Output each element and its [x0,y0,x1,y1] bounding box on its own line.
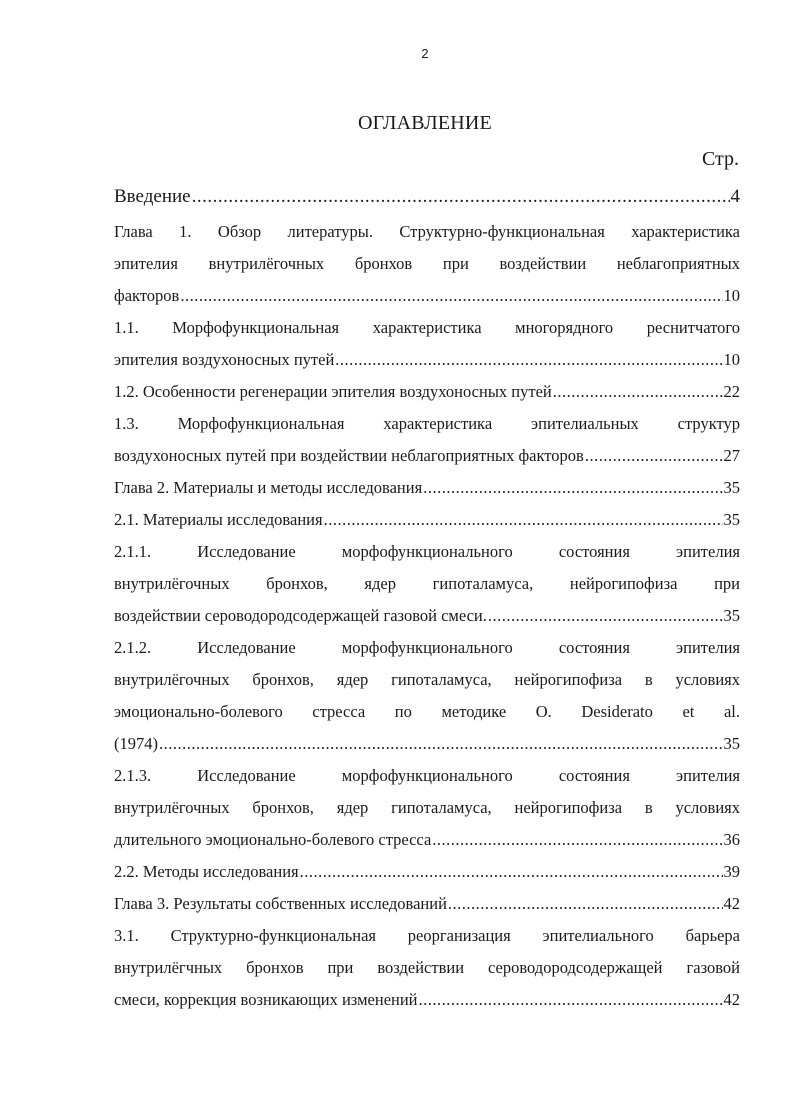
dot-leader [553,376,723,408]
dot-leader [300,856,723,888]
dot-leader [192,180,730,214]
toc-entry-1-3[interactable] [114,408,740,472]
toc-entry-line: внутрилёгочных бронхов, ядер гипоталамуса, нейрогипофиза при [114,574,740,593]
toc-entry-text: 2.2. Методы исследования [114,862,299,881]
toc-entry-line: внутрилёгочных бронхов, ядер гипоталамуса, нейрогипофиза в условиях [114,670,740,689]
dot-leader [448,888,723,920]
toc-entry-text: смеси, коррекция возникающих изменений [114,990,418,1009]
toc-page-number: 36 [723,830,740,849]
toc-entry-line: 3.1. Структурно-функциональная реорганизация эпителиального барьера [114,926,740,945]
toc-entry-text: воздействии сероводородсодержащей газовой смеси. [114,606,487,625]
toc-page-number: 35 [723,734,740,753]
toc-entry-text: воздухоносных путей при воздействии неблагоприятных факторов [114,446,584,465]
toc-entry-1-1[interactable] [114,312,740,376]
toc-page-number: 35 [723,478,740,497]
toc-entry-line: эпителия внутрилёгочных бронхов при воздействии неблагоприятных [114,254,740,273]
toc-entry-line: 1.3. Морфофункциональная характеристика эпителиальных структур [114,414,740,433]
dot-leader [432,824,722,856]
toc-page-number: 39 [723,862,740,881]
toc-entry-line: 2.1.3. Исследование морфофункционального состояния эпителия [114,766,740,785]
toc-entry-text: (1974) [114,734,158,753]
toc-entry-text: длительного эмоционально-болевого стресса [114,830,432,849]
toc-entry-line: внутрилёгочных бронхов, ядер гипоталамуса, нейрогипофиза в условиях [114,798,740,817]
toc-entry-text: 2.1. Материалы исследования [114,510,323,529]
toc-entry-2-1-1[interactable] [114,536,740,632]
toc-entry-2-1-2[interactable] [114,632,740,760]
dot-leader [419,984,723,1016]
toc-page-number: 42 [723,990,740,1009]
toc-entry-chapter-3[interactable] [114,888,740,920]
toc-entry-2-1-3[interactable] [114,760,740,856]
toc-page-number: 4 [730,186,740,207]
toc-entry-line: 2.1.1. Исследование морфофункционального состояния эпителия [114,542,740,561]
toc-entry-line: 1.1. Морфофункциональная характеристика многорядного реснитчатого [114,318,740,337]
toc-entry-text: Глава 2. Материалы и методы исследования [114,478,423,497]
toc-entry-text: 1.2. Особенности регенерации эпителия воздухоносных путей [114,382,552,401]
toc-entry-text: эпителия воздухоносных путей [114,350,335,369]
toc-page-number: 10 [723,286,740,305]
toc-entry-text: Введение [114,186,191,207]
toc-entry-3-1[interactable] [114,920,740,1016]
dot-leader [159,728,723,760]
page-number: 2 [421,46,429,61]
dot-leader [324,504,723,536]
toc-entry-chapter-1[interactable] [114,216,740,312]
toc-entry-2-2[interactable] [114,856,740,888]
toc-page-number: 42 [723,894,740,913]
toc-entry-line: Глава 1. Обзор литературы. Структурно-функциональная характеристика [114,222,740,241]
toc-page-number: 27 [723,446,740,465]
toc-entry-line: внутрилёгчных бронхов при воздействии сероводородсодержащей газовой [114,958,740,977]
toc-entry-1-2[interactable] [114,376,740,408]
toc-page-number: 22 [723,382,740,401]
dot-leader [488,600,723,632]
toc-page-number: 35 [723,606,740,625]
dot-leader [423,472,722,504]
toc-entry-text: факторов [114,286,180,305]
toc-page-number: 10 [723,350,740,369]
page-column-header: Стр. [701,148,739,170]
toc-entry-line: 2.1.2. Исследование морфофункционального состояния эпителия [114,638,740,657]
toc-title: ОГЛАВЛЕНИЕ [358,112,492,134]
table-of-contents [114,180,740,1016]
dot-leader [335,344,722,376]
dot-leader [180,280,722,312]
toc-entry-introduction[interactable] [114,180,740,214]
dot-leader [585,440,723,472]
toc-entry-2-1[interactable] [114,504,740,536]
toc-page-number: 35 [723,510,740,529]
toc-entry-text: Глава 3. Результаты собственных исследований [114,894,447,913]
toc-entry-line: эмоционально-болевого стресса по методике O. Desiderato et al. [114,702,740,721]
toc-entry-chapter-2[interactable] [114,472,740,504]
